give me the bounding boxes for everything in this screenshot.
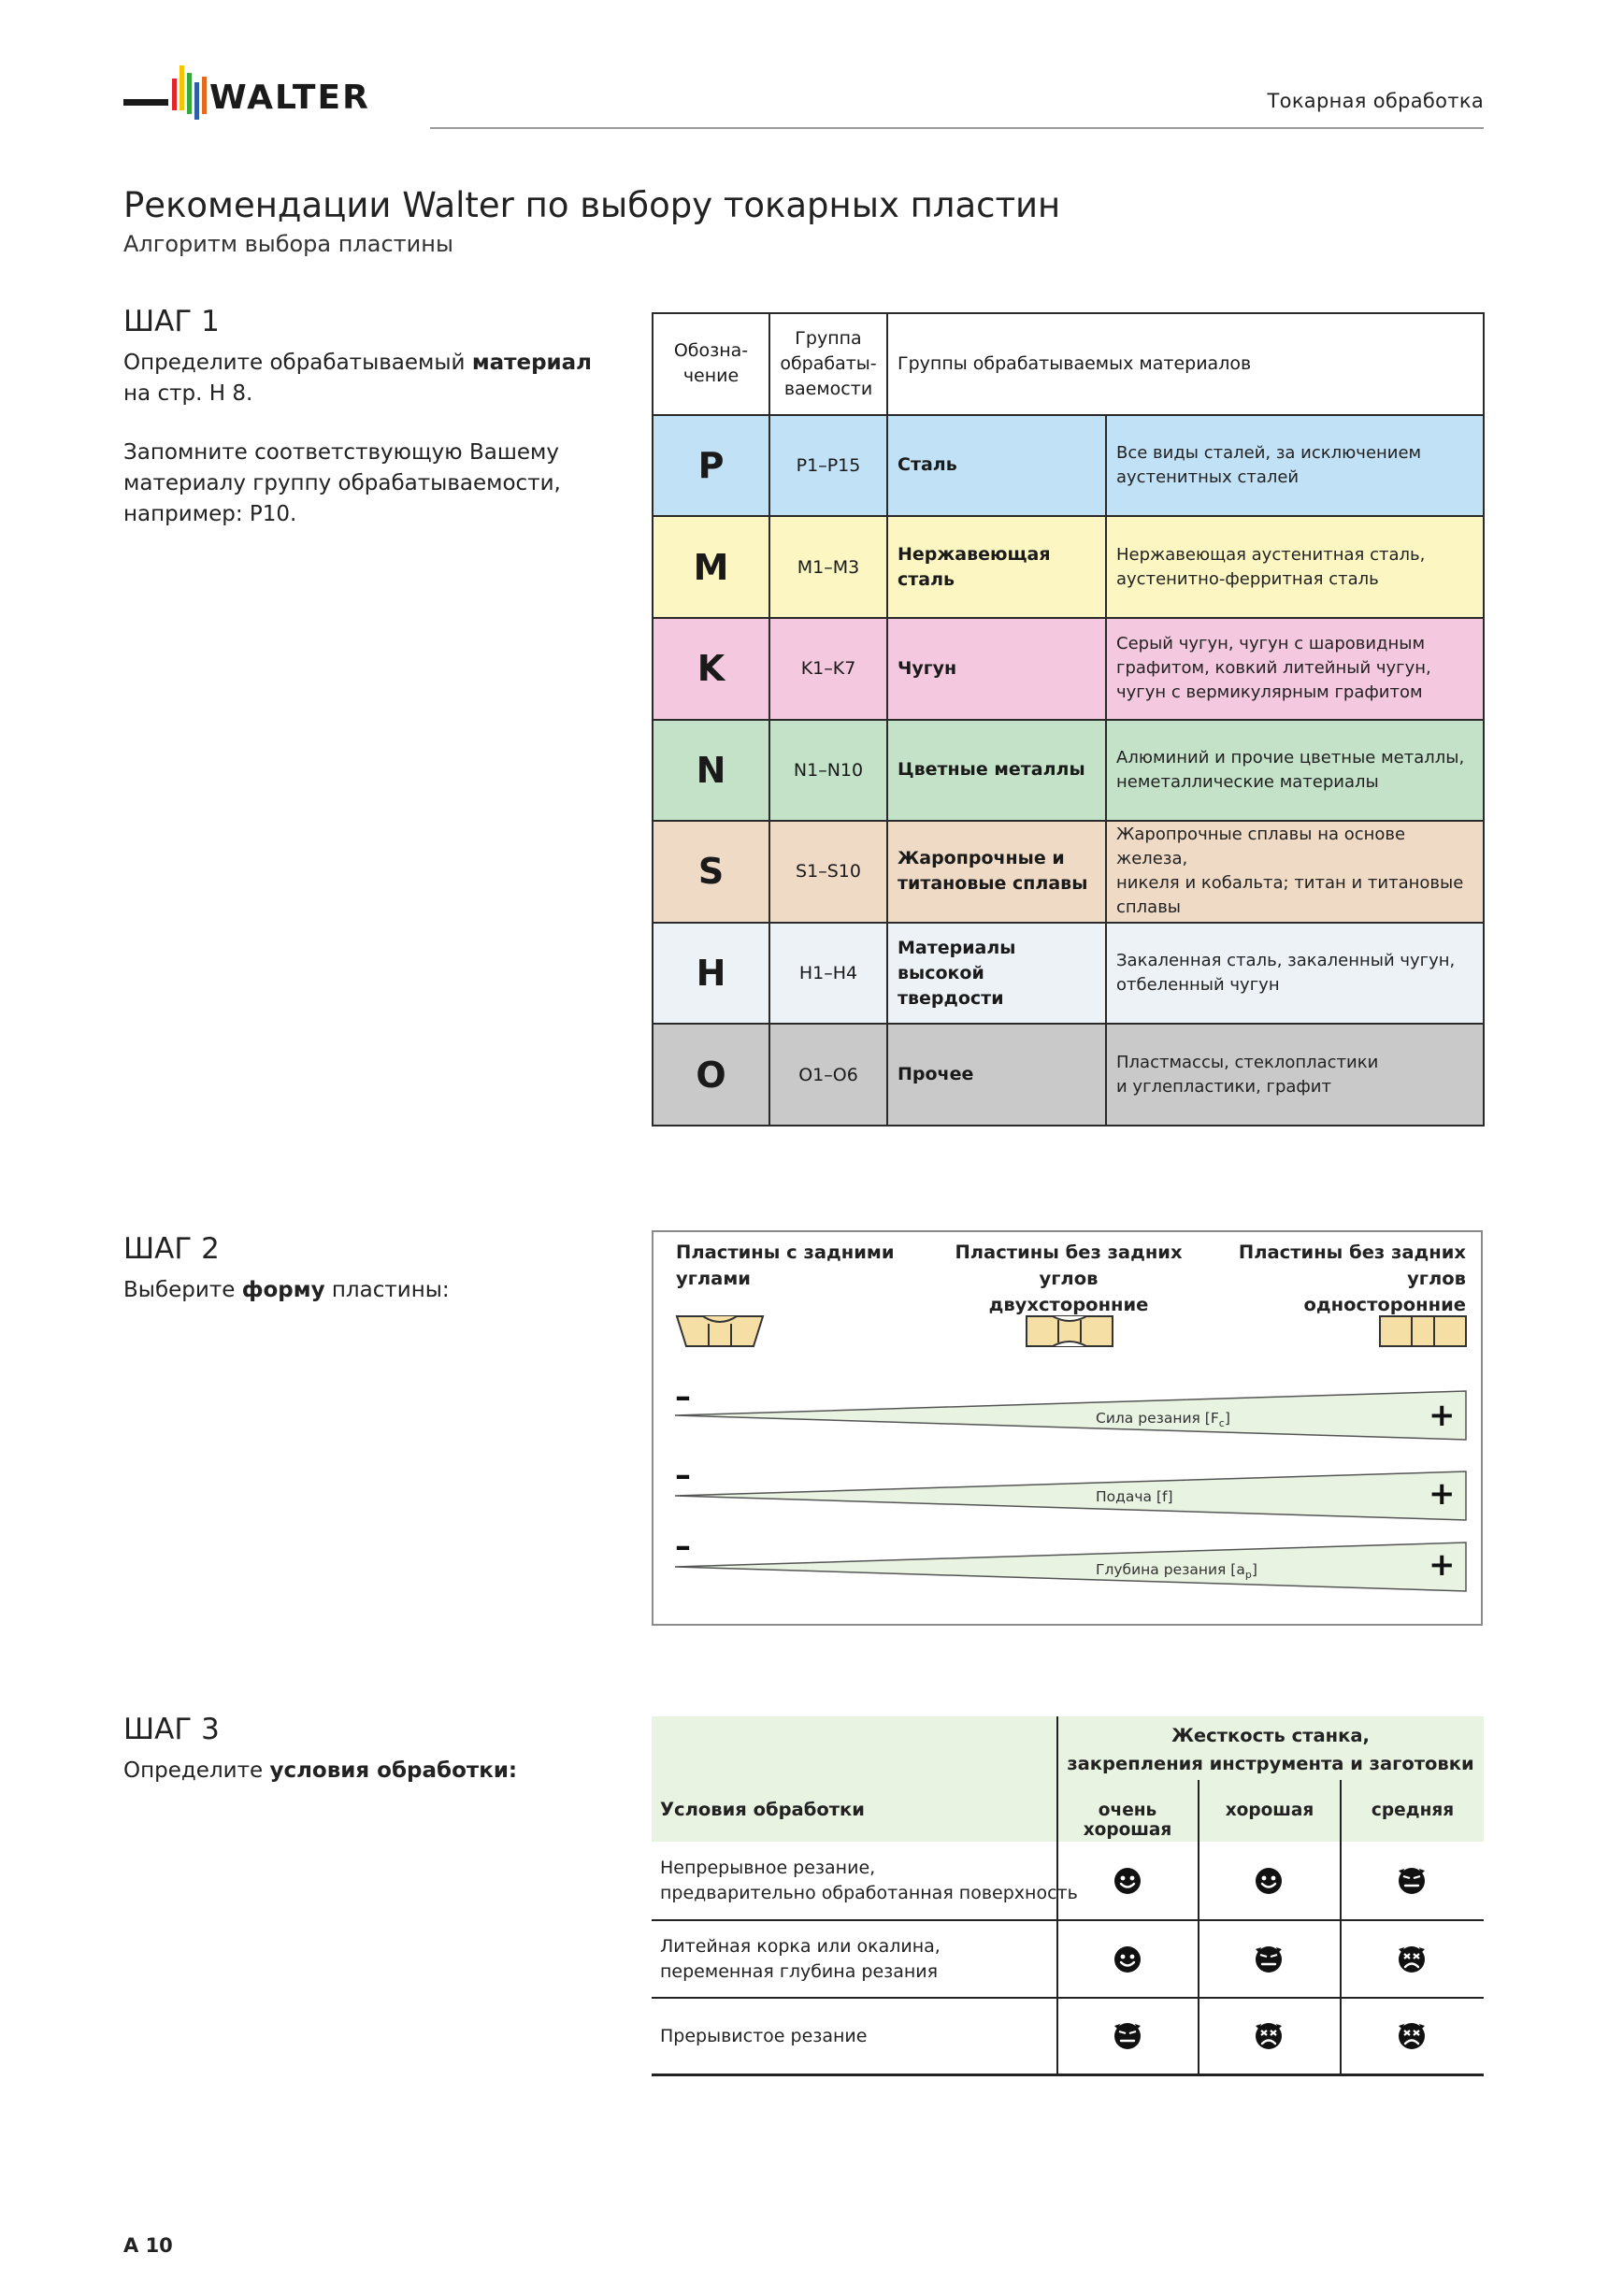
material-letter: H <box>653 923 769 1025</box>
material-group-range: S1–S10 <box>769 821 887 923</box>
material-description: Нержавеющая аустенитная сталь, аустенитно-ферритная сталь <box>1106 516 1484 618</box>
material-description: Жаропрочные сплавы на основе железа, никеля и кобальта; титан и титановые сплавы <box>1106 821 1484 923</box>
happy-face-icon <box>1253 1865 1285 1901</box>
wedge-label-feed: Подача [f] <box>1096 1488 1173 1505</box>
wedge-label-depth: Глубина резания $[a_p]$ <box>1096 1561 1257 1581</box>
wedge-depth <box>673 1539 1468 1595</box>
shape-label-negative-single: Пластины без задних углов односторонние <box>1238 1241 1466 1315</box>
material-letter: P <box>653 415 769 517</box>
page-subtitle: Алгоритм выбора пластины <box>123 231 453 257</box>
material-row <box>653 415 1484 517</box>
material-letter: N <box>653 720 769 822</box>
material-groups-table <box>652 312 1485 1126</box>
material-row <box>653 821 1484 923</box>
positive-insert-icon <box>675 1313 765 1350</box>
neutral-face-icon <box>1253 1944 1285 1979</box>
header-designation: Обозна- чение <box>653 313 769 415</box>
page-number: A 10 <box>123 2234 173 2257</box>
neutral-face-icon <box>1112 2020 1143 2056</box>
minus-sign: – <box>675 1378 691 1415</box>
material-group-range: H1–H4 <box>769 923 887 1025</box>
material-group-range: N1–N10 <box>769 720 887 822</box>
condition-label: Прерывистое резание <box>660 2025 868 2046</box>
column-divider <box>1340 1780 1342 2075</box>
condition-label: Литейная корка или окалина, переменная глубина резания <box>660 1935 941 1982</box>
negative-double-insert-icon <box>1025 1313 1114 1350</box>
step3-text: Определите условия обработки: <box>123 1758 518 1783</box>
column-header-medium: средняя <box>1371 1801 1455 1820</box>
happy-face-icon <box>1112 1944 1143 1979</box>
material-letter: M <box>653 516 769 618</box>
shape-label-positive: Пластины с задними углами <box>676 1241 895 1289</box>
material-row <box>653 923 1484 1025</box>
sad-face-icon <box>1396 2020 1428 2056</box>
table-bottom-rule <box>652 2074 1484 2076</box>
material-group-range: M1–M3 <box>769 516 887 618</box>
material-description: Пластмассы, стеклопластики и углепластики, графит <box>1106 1024 1484 1126</box>
section-title: Токарная обработка <box>1267 90 1484 112</box>
page-title: Рекомендации Walter по выбору токарных пластин <box>123 185 1061 225</box>
column-header-very-good: очень хорошая <box>1083 1801 1172 1840</box>
material-row <box>653 1024 1484 1126</box>
material-group-range: K1–K7 <box>769 618 887 720</box>
step3-title: ШАГ 3 <box>123 1713 220 1746</box>
minus-sign: – <box>675 1457 691 1494</box>
minus-sign: – <box>675 1528 691 1565</box>
material-group-range: O1–O6 <box>769 1024 887 1126</box>
material-description: Алюминий и прочие цветные металлы, неметаллические материалы <box>1106 720 1484 822</box>
brand-wordmark: WALTER <box>209 79 370 117</box>
material-description: Закаленная сталь, закаленный чугун, отбеленный чугун <box>1106 923 1484 1025</box>
step1-title: ШАГ 1 <box>123 305 220 338</box>
material-name: Прочее <box>887 1024 1106 1126</box>
material-name: Нержавеющая сталь <box>887 516 1106 618</box>
wedge-feed <box>673 1468 1468 1524</box>
neutral-face-icon <box>1396 1865 1428 1901</box>
condition-label: Непрерывное резание, предварительно обработанная поверхность <box>660 1857 1078 1903</box>
material-row <box>653 516 1484 618</box>
plus-sign: + <box>1429 1397 1456 1434</box>
wedge-label-cutting-force: Сила резания $[F_c]$ <box>1096 1410 1230 1429</box>
rigidity-header: Жесткость станка, закрепления инструмента и заготовки <box>1067 1725 1474 1774</box>
column-header-good: хорошая <box>1225 1801 1314 1820</box>
wedge-cutting-force <box>673 1387 1468 1443</box>
column-divider <box>1198 1780 1199 2075</box>
material-name: Чугун <box>887 618 1106 720</box>
walter-logo <box>123 62 404 133</box>
material-name: Сталь <box>887 415 1106 517</box>
header-material-groups: Группы обрабатываемых материалов <box>887 313 1484 415</box>
step2-title: ШАГ 2 <box>123 1232 220 1266</box>
material-description: Все виды сталей, за исключением аустенитных сталей <box>1106 415 1484 517</box>
material-group-range: P1–P15 <box>769 415 887 517</box>
material-letter: S <box>653 821 769 923</box>
material-row <box>653 618 1484 720</box>
plus-sign: + <box>1429 1475 1456 1513</box>
negative-single-insert-icon <box>1378 1313 1468 1350</box>
material-name: Материалы высокой твердости <box>887 923 1106 1025</box>
shape-label-negative-double: Пластины без задних углов двухсторонние <box>955 1241 1183 1315</box>
header-divider <box>430 127 1484 129</box>
material-name: Жаропрочные и титановые сплавы <box>887 821 1106 923</box>
material-letter: K <box>653 618 769 720</box>
table-header-row <box>653 313 1484 415</box>
sad-face-icon <box>1253 2020 1285 2056</box>
material-name: Цветные металлы <box>887 720 1106 822</box>
material-letter: O <box>653 1024 769 1126</box>
sad-face-icon <box>1396 1944 1428 1979</box>
material-description: Серый чугун, чугун с шаровидным графитом, ковкий литейный чугун, чугун с вермикулярным графитом <box>1106 618 1484 720</box>
plus-sign: + <box>1429 1546 1456 1584</box>
happy-face-icon <box>1112 1865 1143 1901</box>
step2-text: Выберите форму пластины: <box>123 1278 450 1302</box>
material-row <box>653 720 1484 822</box>
header-group: Группа обрабаты- ваемости <box>769 313 887 415</box>
conditions-header: Условия обработки <box>660 1799 865 1820</box>
step1-text: Определите обрабатываемый материал на стр. H 8. Запомните соответствующую Вашему материалу группу обрабатываемости, например: P10. <box>123 351 593 526</box>
